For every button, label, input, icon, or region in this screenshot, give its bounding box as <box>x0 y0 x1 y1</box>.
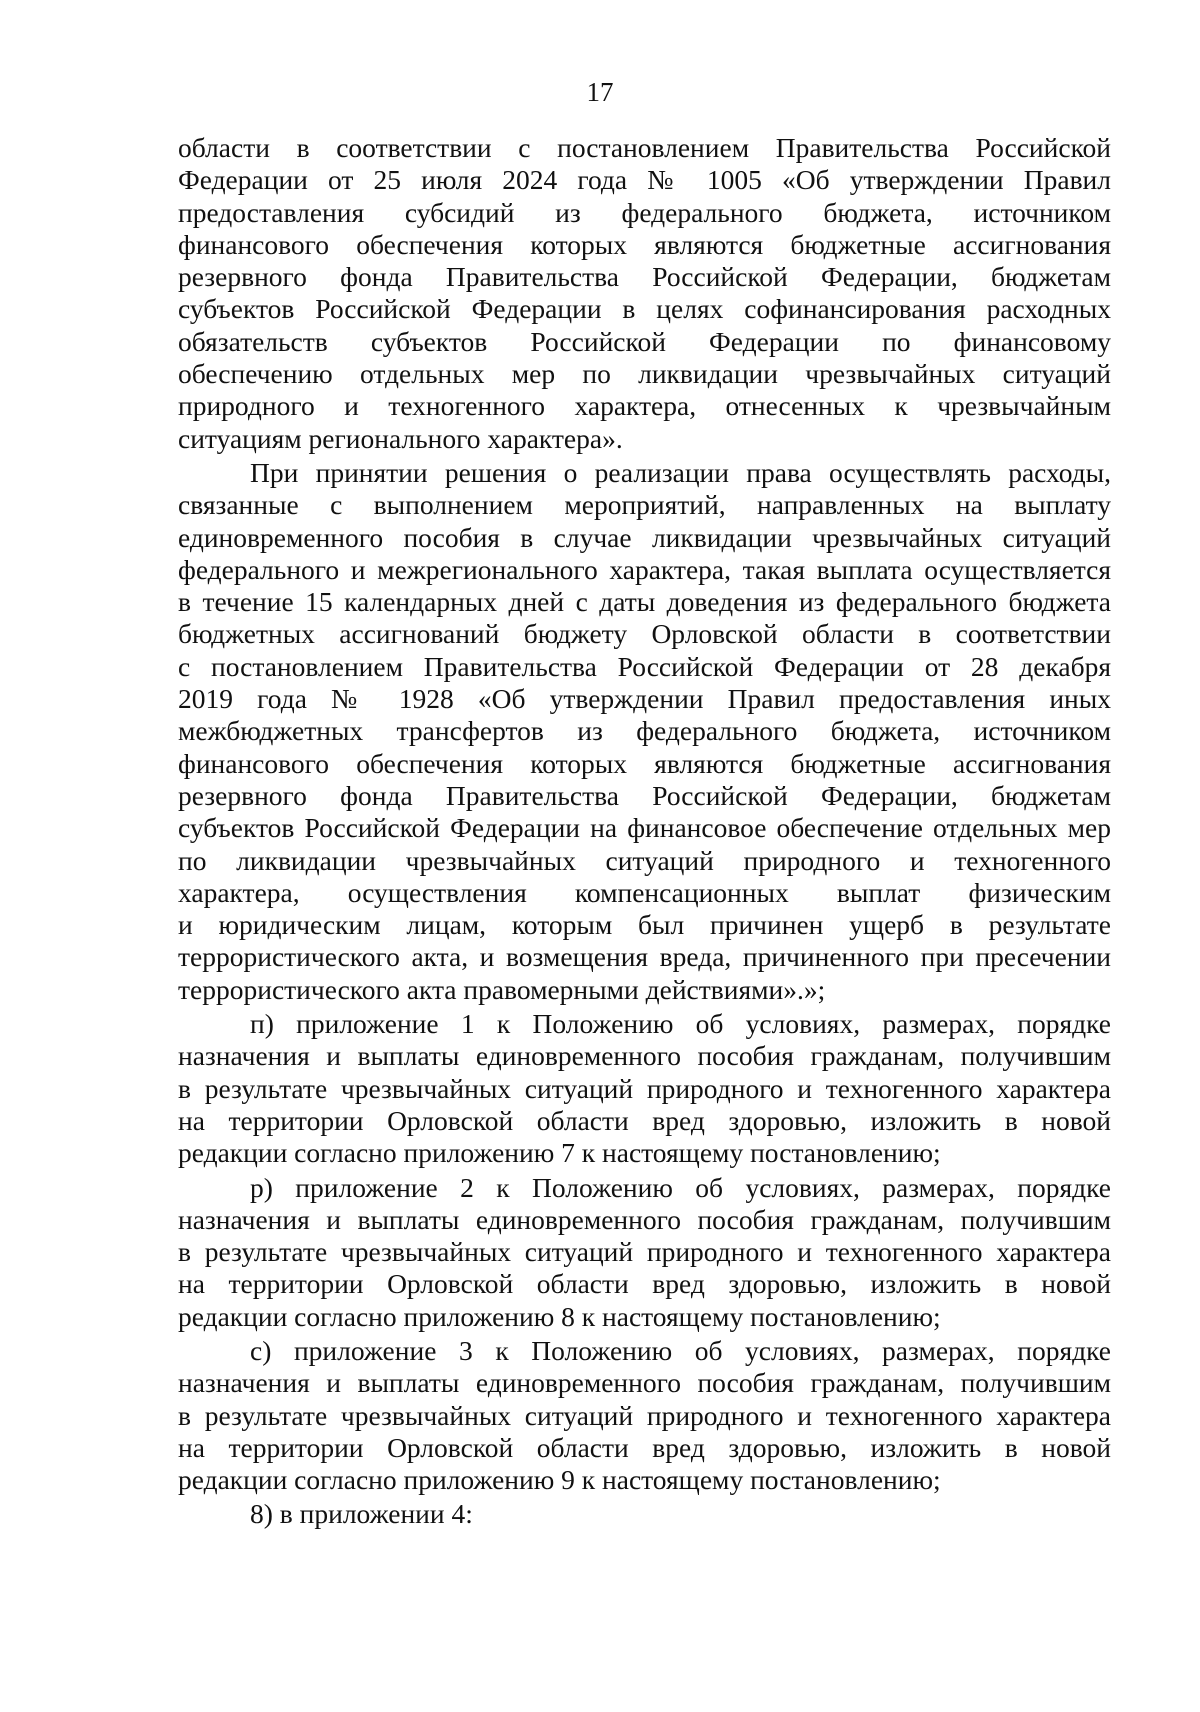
text-line: При принятии решения о реализации права осуществлять расходы, <box>250 456 1111 488</box>
text-line: резервного фонда Правительства Российской Федерации, бюджетам <box>178 261 1111 293</box>
paragraph <box>178 1335 1111 1496</box>
text-line: федерального и межрегионального характера, такая выплата осуществляется <box>178 553 1111 585</box>
text-line: предоставления субсидий из федерального бюджета, источником <box>178 196 1111 228</box>
text-line: природного и техногенного характера, отнесенных к чрезвычайным <box>178 390 1111 422</box>
text-line: Федерации от 25 июля 2024 года № 1005 «Об утверждении Правил <box>178 164 1111 196</box>
text-line: резервного фонда Правительства Российской Федерации, бюджетам <box>178 779 1111 811</box>
paragraph <box>178 132 1111 455</box>
text-line: характера, осуществления компенсационных выплат физическим <box>178 876 1111 908</box>
text-line: террористического акта, и возмещения вреда, причиненного при пресечении <box>178 941 1111 973</box>
paragraph <box>178 1172 1111 1333</box>
text-line: связанные с выполнением мероприятий, направленных на выплату <box>178 489 1111 521</box>
text-line: редакции согласно приложению 7 к настоящему постановлению; <box>178 1137 941 1169</box>
paragraph <box>178 1498 1111 1530</box>
paragraph <box>178 457 1111 1006</box>
text-line: на территории Орловской области вред здоровью, изложить в новой <box>178 1268 1111 1300</box>
text-line: субъектов Российской Федерации в целях софинансирования расходных <box>178 293 1111 325</box>
text-line: в результате чрезвычайных ситуаций природного и техногенного характера <box>178 1072 1111 1104</box>
text-line: финансового обеспечения которых являются бюджетные ассигнования <box>178 228 1111 260</box>
text-line: редакции согласно приложению 9 к настоящему постановлению; <box>178 1464 941 1496</box>
text-line: обязательств субъектов Российской Федерации по финансовому <box>178 325 1111 357</box>
text-line: в результате чрезвычайных ситуаций природного и техногенного характера <box>178 1399 1111 1431</box>
text-line: субъектов Российской Федерации на финансовое обеспечение отдельных мер <box>178 812 1111 844</box>
text-line: по ликвидации чрезвычайных ситуаций природного и техногенного <box>178 844 1111 876</box>
text-line: на территории Орловской области вред здоровью, изложить в новой <box>178 1431 1111 1463</box>
text-line: р) приложение 2 к Положению об условиях, размерах, порядке <box>250 1171 1111 1203</box>
paragraph <box>178 1008 1111 1169</box>
page-number: 17 <box>586 77 614 107</box>
text-line: финансового обеспечения которых являются бюджетные ассигнования <box>178 747 1111 779</box>
document-body <box>178 132 1111 1531</box>
text-line: единовременного пособия в случае ликвидации чрезвычайных ситуаций <box>178 521 1111 553</box>
text-line: с постановлением Правительства Российской Федерации от 28 декабря <box>178 650 1111 682</box>
text-line: и юридическим лицам, которым был причинен ущерб в результате <box>178 909 1111 941</box>
text-line: в результате чрезвычайных ситуаций природного и техногенного характера <box>178 1236 1111 1268</box>
text-line: с) приложение 3 к Положению об условиях, размерах, порядке <box>250 1334 1111 1366</box>
text-line: ситуациям регионального характера». <box>178 422 623 454</box>
text-line: назначения и выплаты единовременного пособия гражданам, получившим <box>178 1203 1111 1235</box>
text-line: межбюджетных трансфертов из федерального бюджета, источником <box>178 715 1111 747</box>
text-line: назначения и выплаты единовременного пособия гражданам, получившим <box>178 1367 1111 1399</box>
text-line: области в соответствии с постановлением Правительства Российской <box>178 132 1111 163</box>
text-line: редакции согласно приложению 8 к настоящему постановлению; <box>178 1300 941 1332</box>
text-line: на территории Орловской области вред здоровью, изложить в новой <box>178 1104 1111 1136</box>
text-line: террористического акта правомерными действиями».»; <box>178 973 826 1005</box>
text-line: 2019 года № 1928 «Об утверждении Правил предоставления иных <box>178 683 1111 715</box>
text-line: 8) в приложении 4: <box>250 1498 473 1530</box>
text-line: обеспечению отдельных мер по ликвидации чрезвычайных ситуаций <box>178 358 1111 390</box>
text-line: бюджетных ассигнований бюджету Орловской области в соответствии <box>178 618 1111 650</box>
text-line: п) приложение 1 к Положению об условиях, размерах, порядке <box>250 1008 1111 1040</box>
text-line: назначения и выплаты единовременного пособия гражданам, получившим <box>178 1040 1111 1072</box>
text-line: в течение 15 календарных дней с даты доведения из федерального бюджета <box>178 586 1111 618</box>
